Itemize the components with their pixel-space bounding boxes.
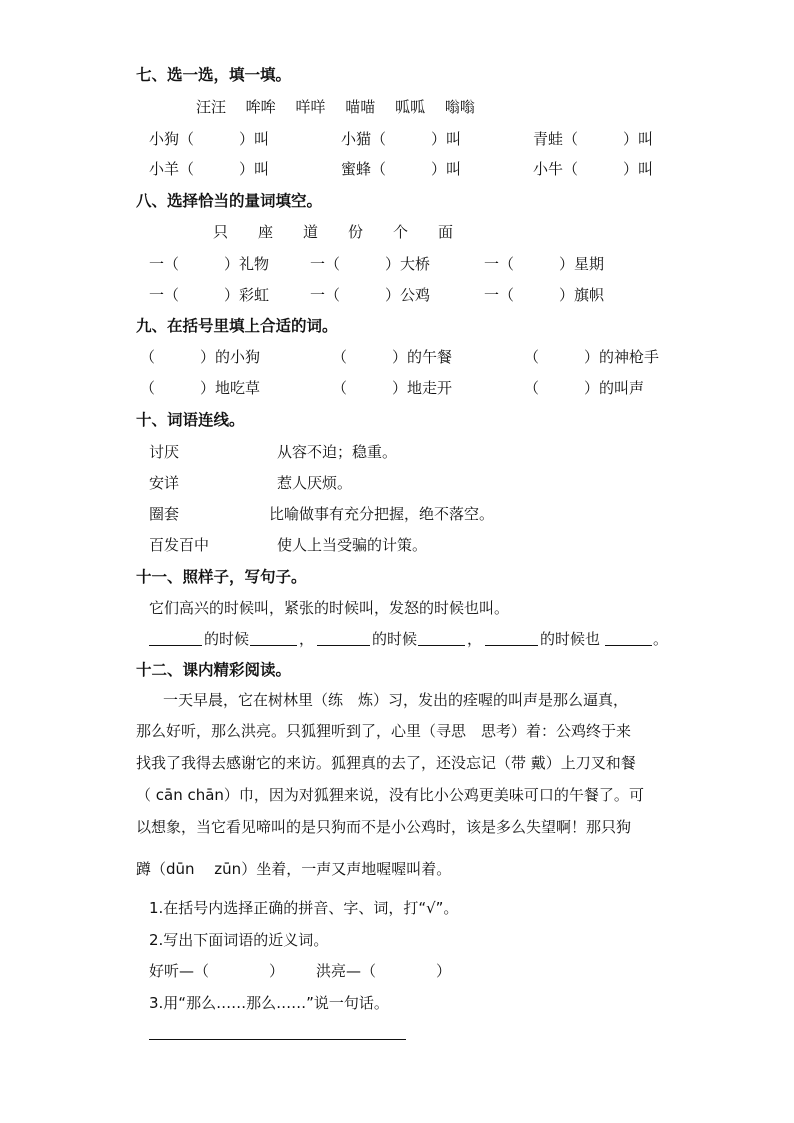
answer-blank[interactable] [149, 645, 202, 646]
match-word: 讨厌 [149, 443, 180, 461]
answer-blank[interactable] [485, 645, 538, 646]
fill-item: （ ）的小狗 [140, 348, 261, 366]
question-1: 1.在括号内选择正确的拼音、字、词，打“√”。 [149, 899, 459, 917]
section-9-title: 九、在括号里填上合适的词。 [136, 317, 338, 335]
passage-line: 找我了我得去感谢它的来访。狐狸真的去了，还没忘记（带 戴）上刀叉和餐 [136, 754, 636, 772]
section-10-title: 十、词语连线。 [136, 411, 245, 429]
match-definition: 惹人厌烦。 [277, 474, 353, 492]
match-word: 圈套 [149, 505, 180, 523]
section-11-title: 十一、照样子，写句子。 [136, 568, 307, 586]
fill-item: 一（ ）公鸡 [310, 286, 431, 304]
section-7-title: 七、选一选，填一填。 [136, 66, 292, 84]
synonym-item: 好听—（ ） [149, 962, 285, 980]
passage-line: 一天早晨，它在树林里（练 炼）习，发出的痊喔的叫声是那么逼真， [163, 691, 629, 709]
fill-item: （ ）的神枪手 [524, 348, 660, 366]
example-sentence: 它们高兴的时候叫，紧张的时候叫，发怒的时候也叫。 [149, 599, 510, 617]
question-2: 2.写出下面词语的近义词。 [149, 931, 329, 949]
fill-item: 小狗（ ）叫 [149, 130, 270, 148]
passage-line: 那么好听，那么洪亮。只狐狸听到了，心里（寻思 思考）着：公鸡终于来 [136, 722, 632, 740]
passage-line: 以想象，当它看见啼叫的是只狗而不是小公鸡时，该是多么失望啊！那只狗 [136, 818, 632, 836]
question-3: 3.用“那么……那么……”说一句话。 [149, 994, 389, 1012]
fill-item: 青蛙（ ）叫 [533, 130, 654, 148]
blank-text: 的时候 [204, 630, 250, 648]
fill-item: 一（ ）星期 [484, 255, 605, 273]
fill-item: 小羊（ ）叫 [149, 160, 270, 178]
fill-item: 小猫（ ）叫 [341, 130, 462, 148]
fill-item: 小牛（ ）叫 [533, 160, 654, 178]
blank-text: ， [299, 630, 315, 648]
fill-item: 一（ ）彩虹 [149, 286, 270, 304]
answer-blank[interactable] [605, 645, 652, 646]
answer-blank[interactable] [250, 645, 297, 646]
fill-item: （ ）地吃草 [140, 379, 261, 397]
measure-word-options: 只 座 道 份 个 面 [213, 223, 454, 241]
section-12-title: 十二、课内精彩阅读。 [136, 661, 292, 679]
passage-line: （ cān chān）巾，因为对狐狸来说，没有比小公鸡更美味可口的午餐了。可 [136, 786, 644, 804]
synonym-item: 洪亮—（ ） [316, 962, 452, 980]
blank-text: ， [467, 630, 483, 648]
passage-line: 蹲（dūn zūn）坐着，一声又声地喔喔叫着。 [136, 860, 452, 878]
fill-item: 一（ ）旗帜 [484, 286, 605, 304]
fill-item: 一（ ）礼物 [149, 255, 270, 273]
blank-text: 。 [653, 630, 669, 648]
match-word: 百发百中 [149, 536, 210, 554]
answer-line[interactable] [149, 1039, 406, 1040]
fill-item: （ ）的叫声 [524, 379, 645, 397]
fill-item: （ ）地走开 [332, 379, 453, 397]
fill-item: 蜜蜂（ ）叫 [341, 160, 462, 178]
match-definition: 从容不迫；稳重。 [277, 443, 398, 461]
match-definition: 比喻做事有充分把握，绝不落空。 [269, 505, 495, 523]
fill-item: （ ）的午餐 [332, 348, 453, 366]
blank-text: 的时候 [372, 630, 418, 648]
match-word: 安详 [149, 474, 180, 492]
sound-word-options: 汪汪 哞哞 咩咩 喵喵 呱呱 嗡嗡 [196, 98, 475, 116]
blank-text: 的时候也 [540, 630, 601, 648]
match-definition: 使人上当受骗的计策。 [277, 536, 428, 554]
fill-item: 一（ ）大桥 [310, 255, 431, 273]
section-8-title: 八、选择恰当的量词填空。 [136, 192, 323, 210]
answer-blank[interactable] [418, 645, 465, 646]
answer-blank[interactable] [317, 645, 370, 646]
